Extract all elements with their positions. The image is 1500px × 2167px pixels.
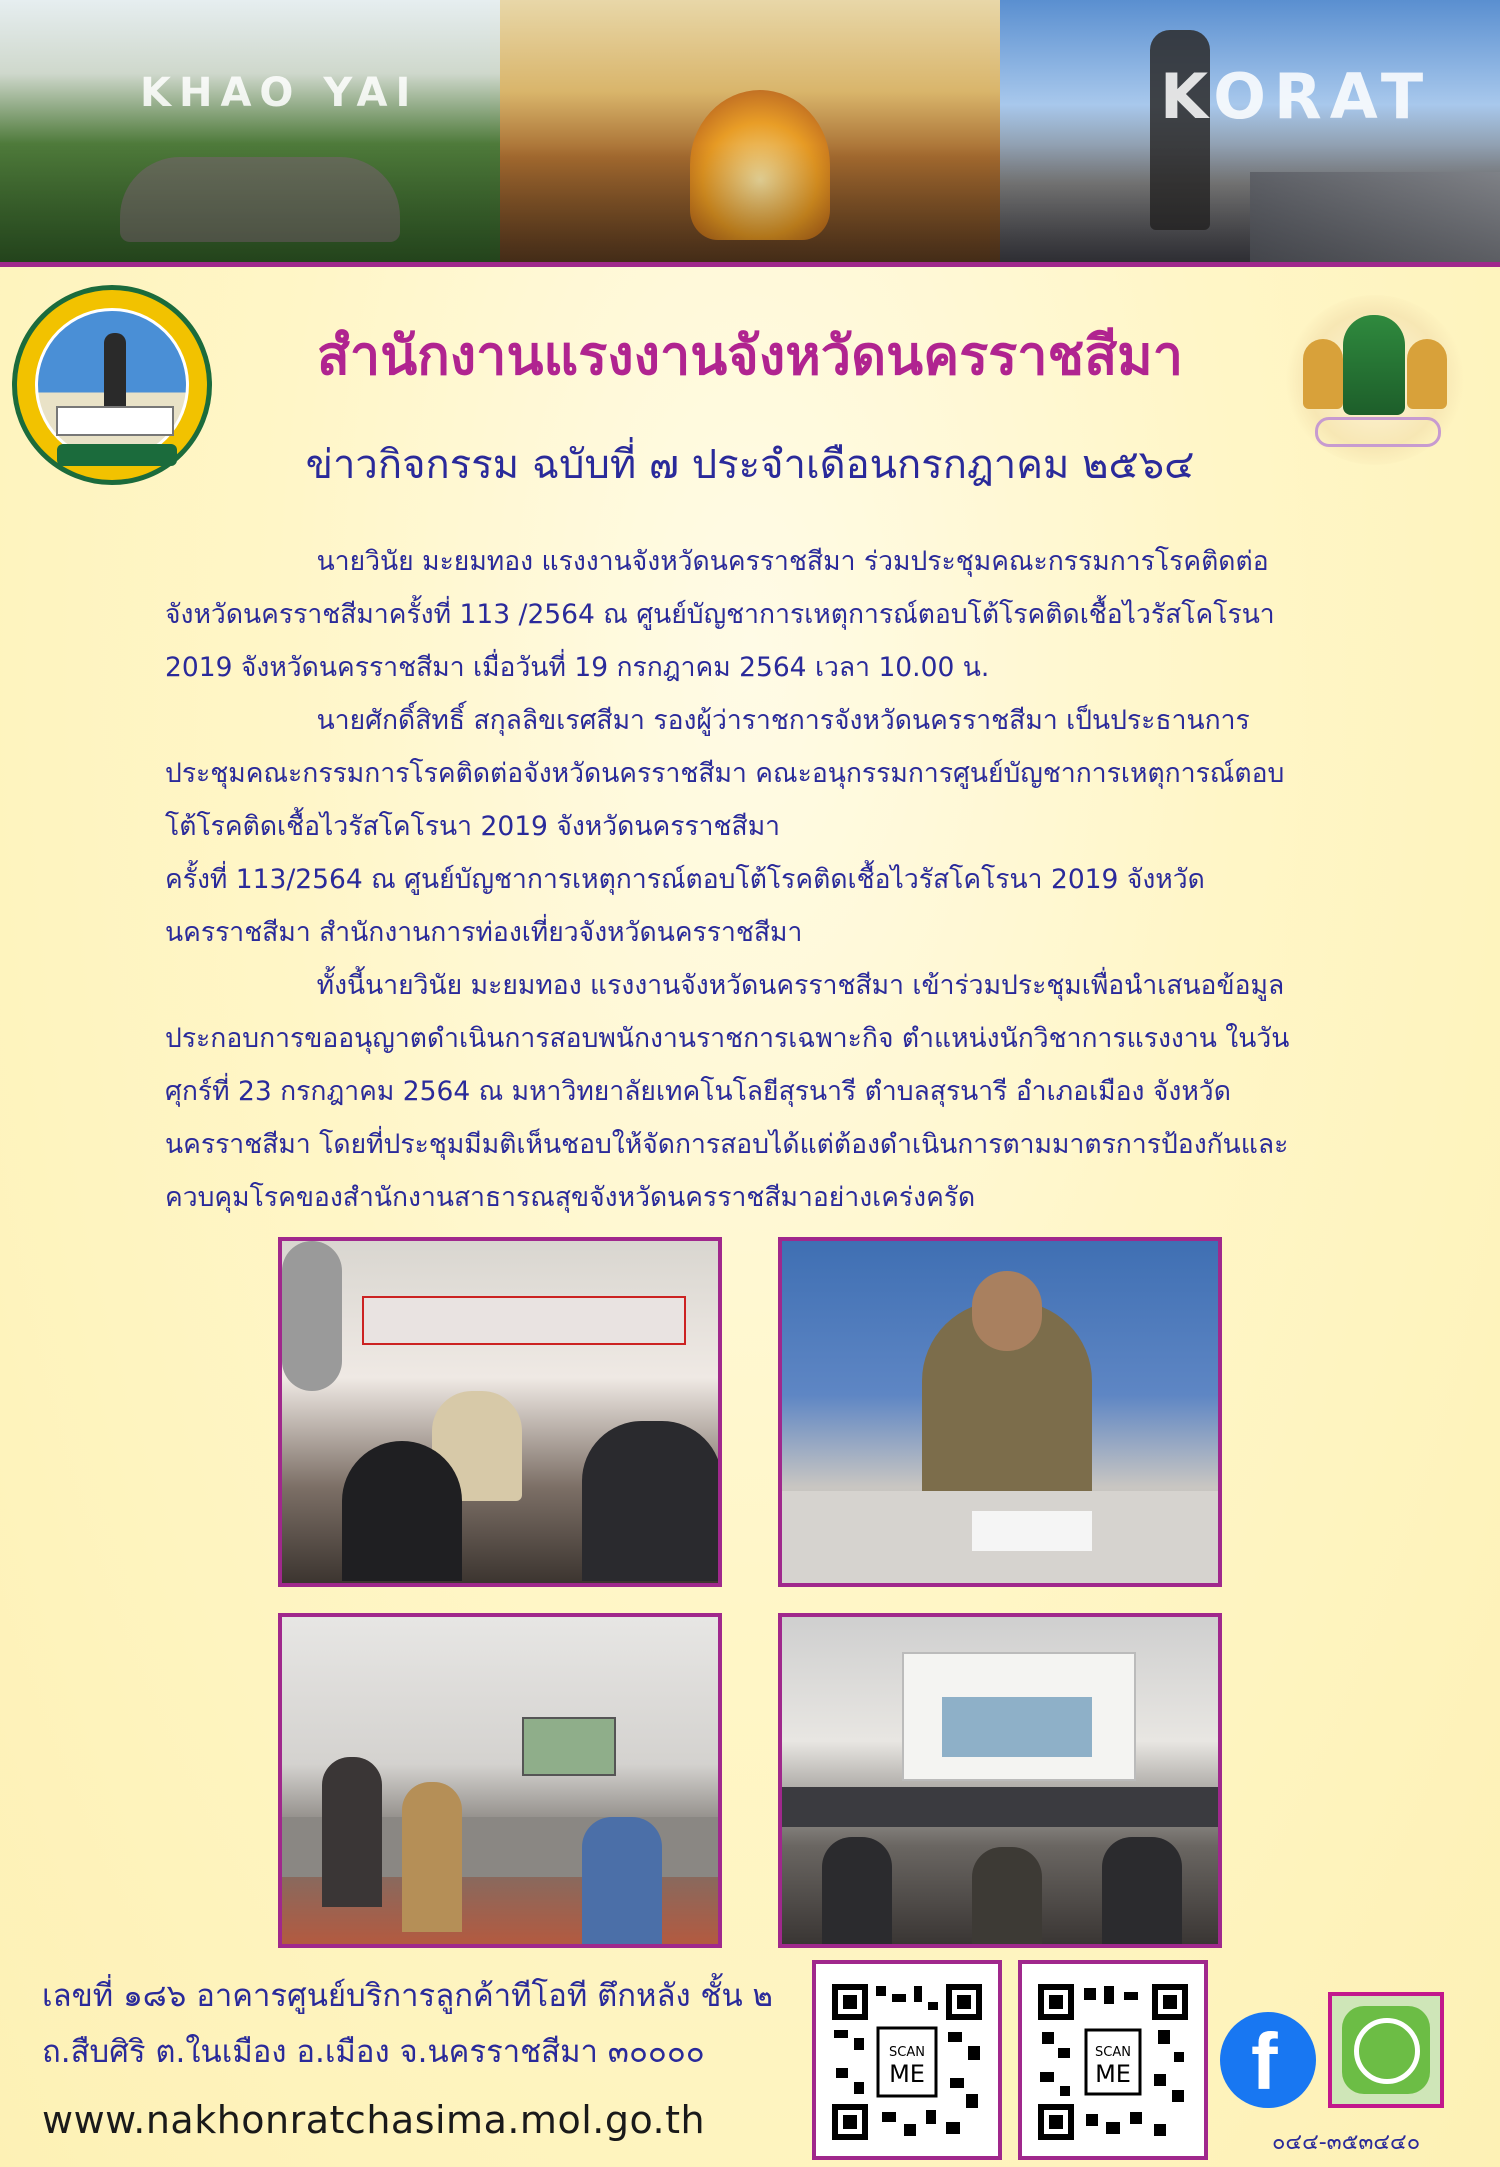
banner-photo-korat-text: KORAT xyxy=(1160,60,1432,133)
banner-photo-khao-yai xyxy=(0,0,500,262)
news-body xyxy=(165,535,1345,1224)
body-line: ครั้งที่ 113/2564 ณ ศูนย์บัญชาการเหตุการณ์ตอบโต้โรคติดเชื้อไวรัสโคโรนา 2019 จังหวัด xyxy=(165,864,1205,895)
facebook-glyph: f xyxy=(1251,2017,1278,2106)
banner-photo-korat xyxy=(1000,0,1500,262)
body-line: ประชุมคณะกรรมการโรคติดต่อจังหวัดนครราชสีมา คณะอนุกรรมการศูนย์บัญชาการเหตุการณ์ตอบ xyxy=(165,758,1285,789)
website-link[interactable]: www.nakhonratchasima.mol.go.th xyxy=(42,2098,706,2142)
body-line: ควบคุมโรคของสำนักงานสาธารณสุขจังหวัดนครราชสีมาอย่างเคร่งครัด xyxy=(165,1182,976,1213)
body-line: นายศักดิ์สิทธิ์ สกุลลิขเรศสีมา รองผู้ว่าราชการจังหวัดนครราชสีมา เป็นประธานการ xyxy=(165,705,1250,736)
page-subtitle: ข่าวกิจกรรม ฉบับที่ ๗ ประจำเดือนกรกฎาคม ๒๕๖๔ xyxy=(305,442,1195,488)
qr-code-graphic xyxy=(1036,1982,1190,2142)
facebook-icon[interactable] xyxy=(1220,2012,1316,2108)
body-line: นครราชสีมา โดยที่ประชุมมีมติเห็นชอบให้จัดการสอบได้แต่ต้องดำเนินการตามมาตรการป้องกันและ xyxy=(165,1129,1289,1160)
office-address xyxy=(42,1968,773,2080)
header-banner xyxy=(0,0,1500,267)
address-line-1: เลขที่ ๑๘๖ อาคารศูนย์บริการลูกค้าทีโอที ตึกหลัง ชั้น ๒ xyxy=(42,1978,773,2014)
banner-photo-festival xyxy=(500,0,1000,262)
body-line: จังหวัดนครราชสีมาครั้งที่ 113 /2564 ณ ศูนย์บัญชาการเหตุการณ์ตอบโต้โรคติดเชื้อไวรัสโคโรนา xyxy=(165,599,1275,630)
meeting-photo-3 xyxy=(278,1613,722,1948)
body-line: นครราชสีมา สำนักงานการท่องเที่ยวจังหวัดนครราชสีมา xyxy=(165,917,803,948)
body-line: 2019 จังหวัดนครราชสีมา เมื่อวันที่ 19 กรกฎาคม 2564 เวลา 10.00 น. xyxy=(165,652,990,683)
phone-icon[interactable] xyxy=(1328,1992,1444,2108)
body-line: ทั้งนี้นายวินัย มะยมทอง แรงงานจังหวัดนครราชสีมา เข้าร่วมประชุมเพื่อนำเสนอข้อมูล xyxy=(165,970,1285,1001)
qr-code-icon[interactable] xyxy=(1018,1960,1208,2160)
banner-photo-khao-yai-text: KHAO YAI xyxy=(140,70,419,116)
meeting-photo-1 xyxy=(278,1237,722,1587)
svg-text:ME: ME xyxy=(1095,2060,1131,2088)
qr-code-graphic xyxy=(830,1982,984,2142)
svg-text:ME: ME xyxy=(889,2060,925,2088)
meeting-photo-2 xyxy=(778,1237,1222,1587)
meeting-photo-4 xyxy=(778,1613,1222,1948)
body-line: ประกอบการขออนุญาตดำเนินการสอบพนักงานราชการเฉพาะกิจ ตำแหน่งนักวิชาการแรงงาน ในวัน xyxy=(165,1023,1290,1054)
address-line-2: ถ.สืบศิริ ต.ในเมือง อ.เมือง จ.นครราชสีมา ๓๐๐๐๐ xyxy=(42,2034,705,2070)
body-line: นายวินัย มะยมทอง แรงงานจังหวัดนครราชสีมา ร่วมประชุมคณะกรรมการโรคติดต่อ xyxy=(165,546,1269,577)
svg-text:SCAN: SCAN xyxy=(889,2045,925,2060)
qr-code-icon[interactable] xyxy=(812,1960,1002,2160)
page-title: สำนักงานแรงงานจังหวัดนครราชสีมา xyxy=(316,324,1184,387)
phone-number: ๐๔๔-๓๕๓๔๔๐ xyxy=(1272,2130,1421,2155)
body-line: ศุกร์ที่ 23 กรกฎาคม 2564 ณ มหาวิทยาลัยเทคโนโลยีสุรนารี ตำบลสุรนารี อำเภอเมือง จังหวัด xyxy=(165,1076,1231,1107)
svg-text:SCAN: SCAN xyxy=(1095,2045,1131,2060)
body-line: โต้โรคติดเชื้อไวรัสโคโรนา 2019 จังหวัดนครราชสีมา xyxy=(165,811,781,842)
